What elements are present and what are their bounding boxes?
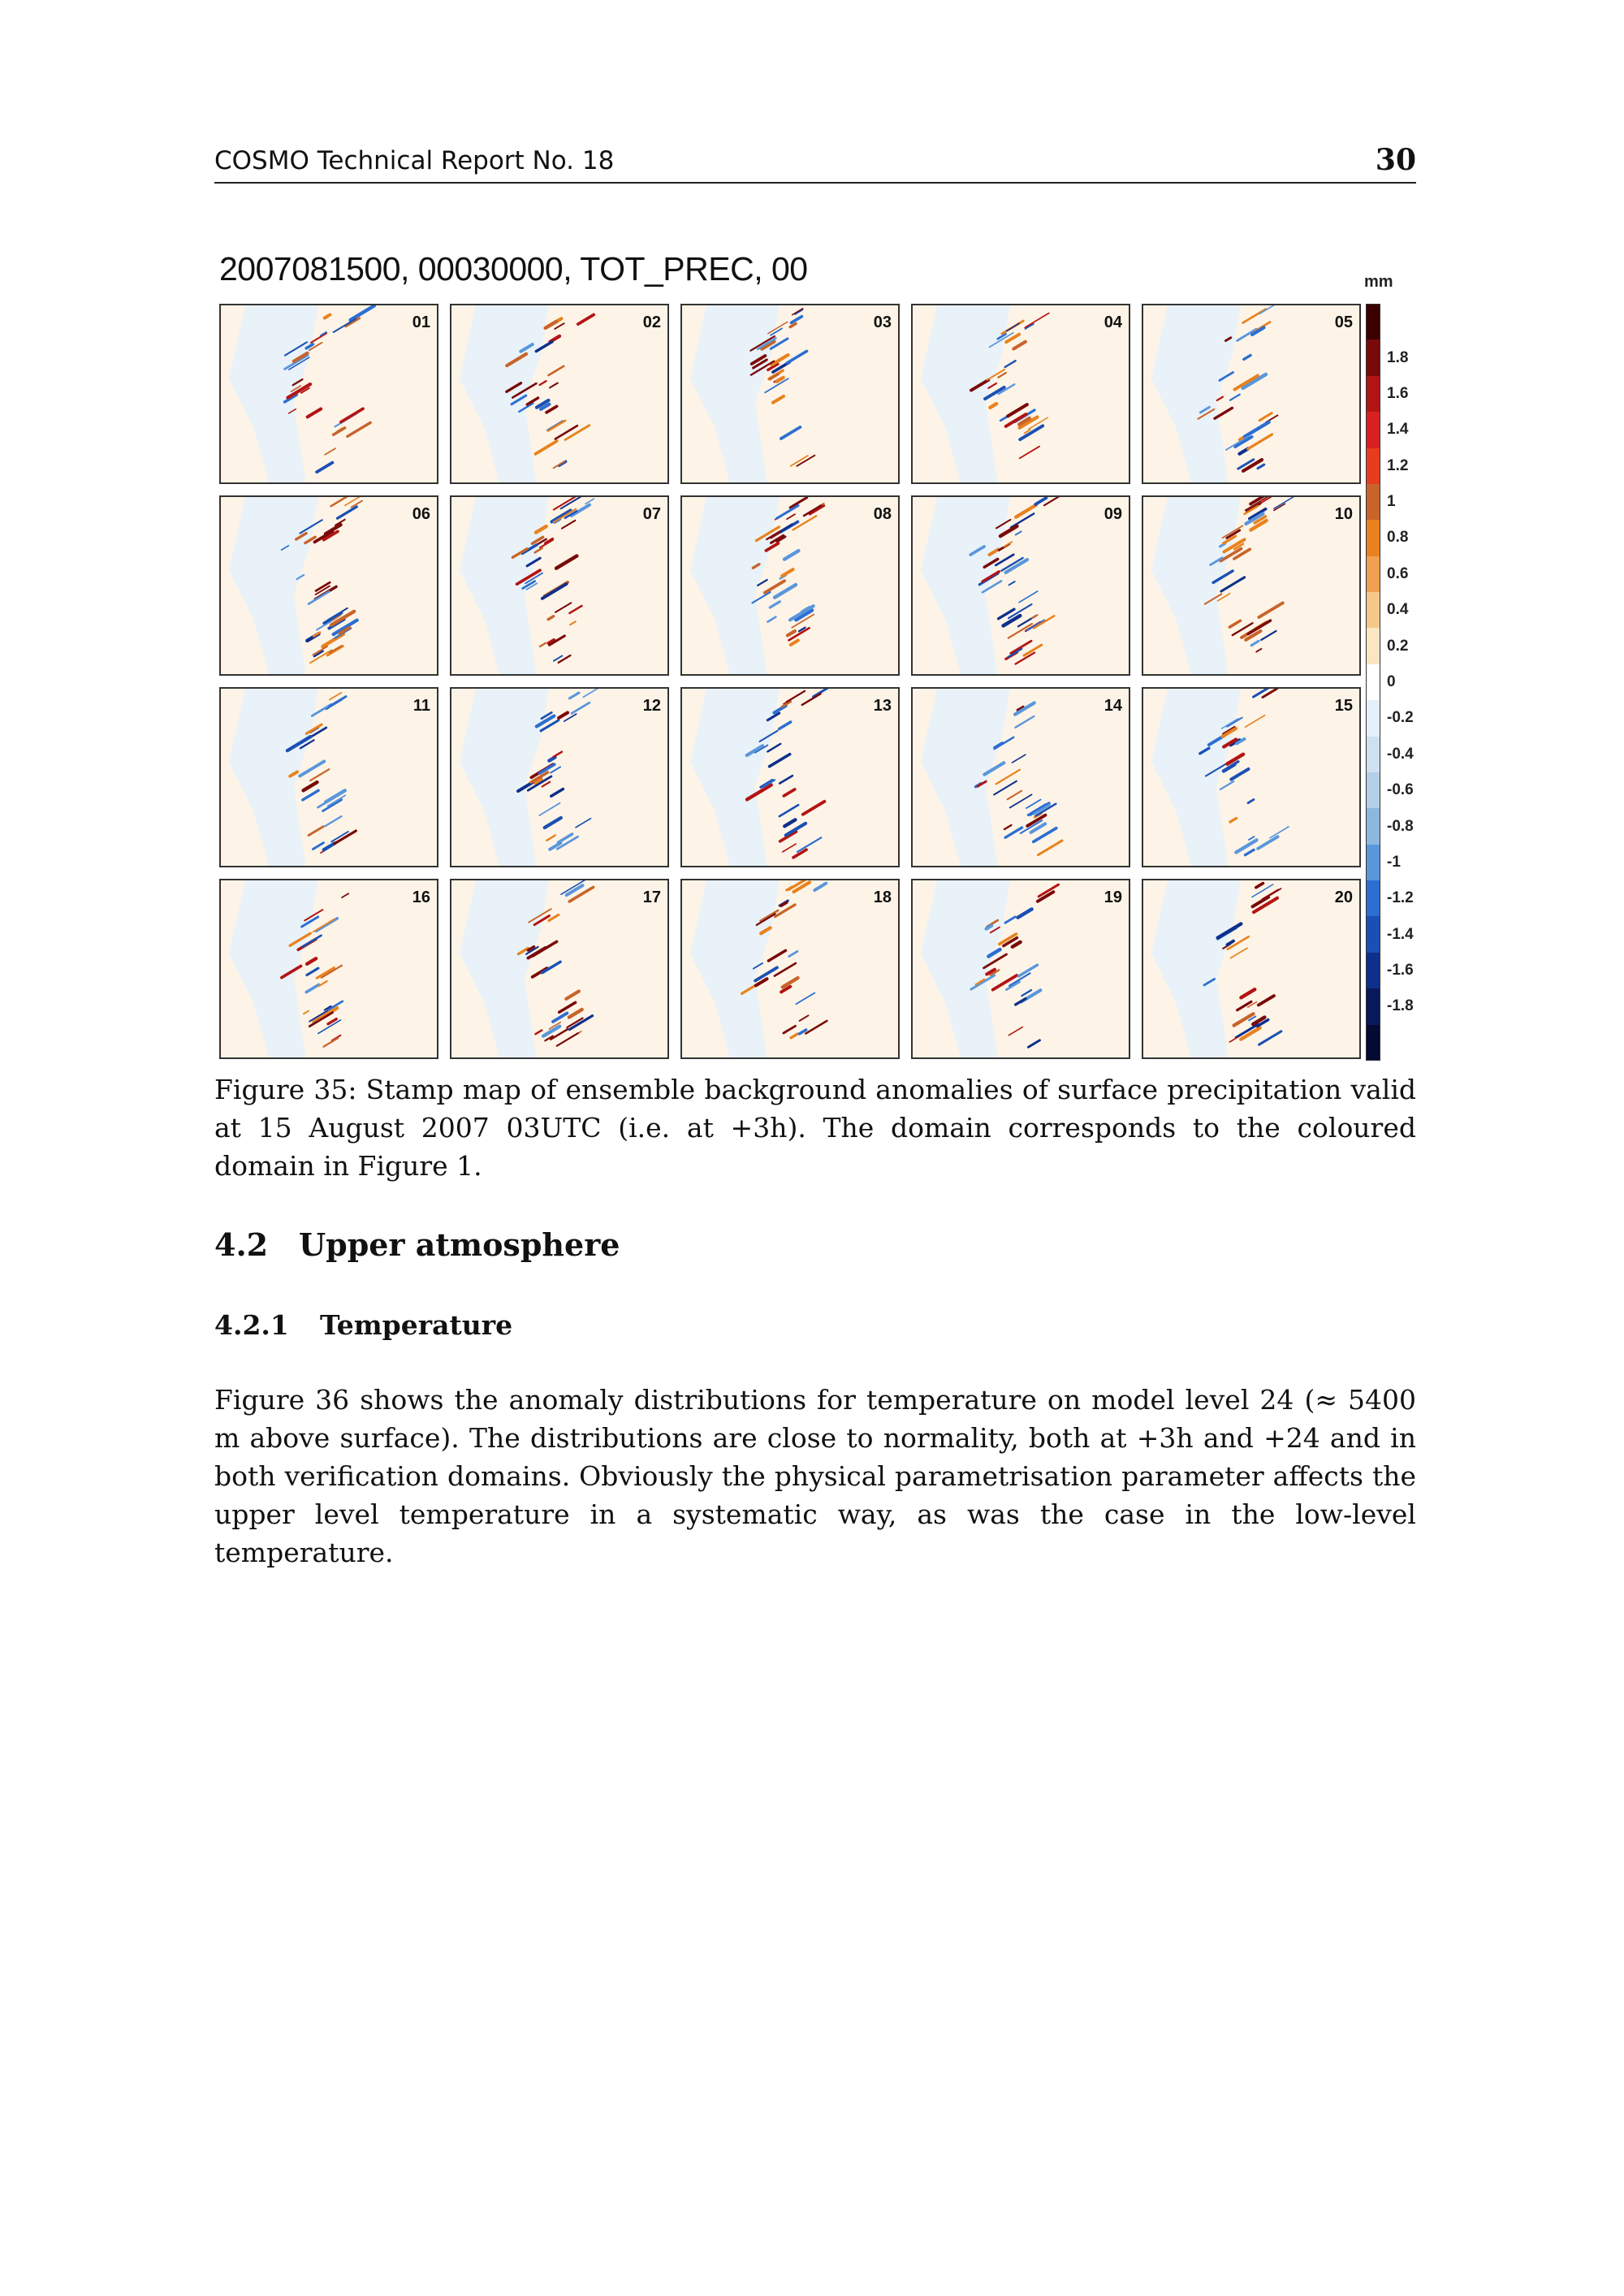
colorbar-tick-label: 0.8 — [1387, 529, 1409, 547]
stamp-label: 14 — [1104, 697, 1122, 715]
colorbar-tick-label: -1.4 — [1387, 925, 1414, 943]
colorbar-tick-label: -0.8 — [1387, 817, 1414, 835]
stamp-member-06 — [219, 495, 438, 676]
precip-anomaly-map — [221, 497, 438, 676]
precip-anomaly-map — [913, 305, 1130, 484]
stamp-label: 12 — [642, 697, 661, 715]
stamp-label: 09 — [1104, 505, 1122, 523]
stamp-label: 10 — [1334, 505, 1353, 523]
stamp-member-10 — [1142, 495, 1361, 676]
stamp-member-02 — [450, 304, 669, 484]
precip-anomaly-map — [1143, 880, 1361, 1059]
stamp-member-17 — [450, 879, 669, 1059]
section-title: Upper atmosphere — [299, 1226, 620, 1263]
colorbar-tick-label: 1.8 — [1387, 348, 1409, 366]
stamp-label: 11 — [412, 697, 430, 715]
colorbar-tick-label: 0 — [1387, 673, 1396, 690]
running-header — [214, 140, 1416, 184]
stamp-label: 06 — [412, 505, 430, 523]
stamp-label: 01 — [412, 313, 430, 331]
stamp-member-18 — [680, 879, 900, 1059]
stamp-member-12 — [450, 687, 669, 867]
stamp-label: 19 — [1104, 889, 1122, 906]
subsection-title: Temperature — [320, 1309, 513, 1341]
stamp-member-14 — [911, 687, 1130, 867]
stamp-member-20 — [1142, 879, 1361, 1059]
stamp-label: 17 — [642, 889, 661, 906]
colorbar-tick-label: -0.4 — [1387, 745, 1414, 763]
precip-anomaly-map — [451, 497, 669, 676]
stamp-member-11 — [219, 687, 438, 867]
precip-anomaly-map — [221, 305, 438, 484]
stamp-label: 02 — [642, 313, 661, 331]
stamp-member-04 — [911, 304, 1130, 484]
colorbar-tick-label: -0.2 — [1387, 709, 1414, 727]
colorbar-tick-label: 1.2 — [1387, 456, 1409, 474]
stamp-member-07 — [450, 495, 669, 676]
stamp-label: 20 — [1334, 889, 1353, 906]
colorbar-tick-label: -0.6 — [1387, 781, 1414, 799]
page-number: 30 — [1375, 143, 1416, 177]
colorbar-tick-label: 0.6 — [1387, 564, 1409, 582]
figure-35 — [214, 245, 1416, 1070]
colorbar-tick-label: 1.4 — [1387, 421, 1409, 439]
precip-anomaly-map — [221, 689, 438, 867]
colorbar-tick-label: 0.2 — [1387, 637, 1409, 655]
stamp-member-19 — [911, 879, 1130, 1059]
precip-anomaly-map — [682, 497, 900, 676]
stamp-label: 05 — [1334, 313, 1353, 331]
precip-anomaly-map — [682, 305, 900, 484]
colorbar-tick-label: 1.6 — [1387, 384, 1409, 402]
precip-anomaly-map — [913, 880, 1130, 1059]
stamp-label: 07 — [642, 505, 661, 523]
stamp-member-15 — [1142, 687, 1361, 867]
subsection-number: 4.2.1 — [214, 1309, 289, 1341]
precip-anomaly-map — [1143, 305, 1361, 484]
stamp-label: 15 — [1334, 697, 1353, 715]
colorbar-tick-label: 0.4 — [1387, 601, 1409, 619]
stamp-member-05 — [1142, 304, 1361, 484]
precip-anomaly-map — [451, 689, 669, 867]
body-paragraph: Figure 36 shows the anomaly distributions for temperature on model level 24 (≈ 5400 m above surface). The distributions are close to normality, both at +3h and +24 and in both verification domains. Obviously the physical parametrisation parameter affects the upper level temperature in a systematic way, as was the case in the low-level temperature. — [214, 1384, 1416, 1568]
precip-anomaly-map — [1143, 689, 1361, 867]
precip-anomaly-map — [451, 305, 669, 484]
subsection-heading — [214, 1309, 512, 1341]
precip-anomaly-map — [451, 880, 669, 1059]
stamp-member-16 — [219, 879, 438, 1059]
colorbar-tick-label: 1 — [1387, 493, 1396, 511]
precip-anomaly-map — [1143, 497, 1361, 676]
stamp-label: 16 — [412, 889, 430, 906]
section-heading — [214, 1226, 620, 1263]
colorbar-frame — [1366, 304, 1380, 1061]
colorbar-tick-label: -1 — [1387, 853, 1401, 871]
stamp-label: 18 — [873, 889, 892, 906]
figure-title: 2007081500, 00030000, TOT_PREC, 00 — [219, 250, 808, 288]
precip-anomaly-map — [913, 497, 1130, 676]
stamp-member-03 — [680, 304, 900, 484]
section-number: 4.2 — [214, 1226, 269, 1263]
precip-anomaly-map — [682, 689, 900, 867]
colorbar — [1366, 304, 1439, 1067]
colorbar-tick-label: -1.8 — [1387, 997, 1414, 1015]
colorbar-tick-label: -1.2 — [1387, 889, 1414, 907]
stamp-member-09 — [911, 495, 1130, 676]
stamp-label: 13 — [873, 697, 892, 715]
stamp-map-grid — [219, 304, 1356, 1067]
precip-anomaly-map — [682, 880, 900, 1059]
colorbar-unit: mm — [1364, 273, 1393, 291]
stamp-label: 04 — [1104, 313, 1122, 331]
colorbar-tick-label: -1.6 — [1387, 962, 1414, 979]
report-title: COSMO Technical Report No. 18 — [214, 146, 615, 175]
precip-anomaly-map — [913, 689, 1130, 867]
stamp-member-13 — [680, 687, 900, 867]
stamp-label: 08 — [873, 505, 892, 523]
precip-anomaly-map — [221, 880, 438, 1059]
figure-caption: Figure 35: Stamp map of ensemble background anomalies of surface precipitation valid at 15 August 2007 03UTC (i.e. at +3h). The domain corresponds to the coloured domain in Figure 1. — [214, 1074, 1416, 1182]
stamp-label: 03 — [873, 313, 892, 331]
stamp-member-08 — [680, 495, 900, 676]
stamp-member-01 — [219, 304, 438, 484]
